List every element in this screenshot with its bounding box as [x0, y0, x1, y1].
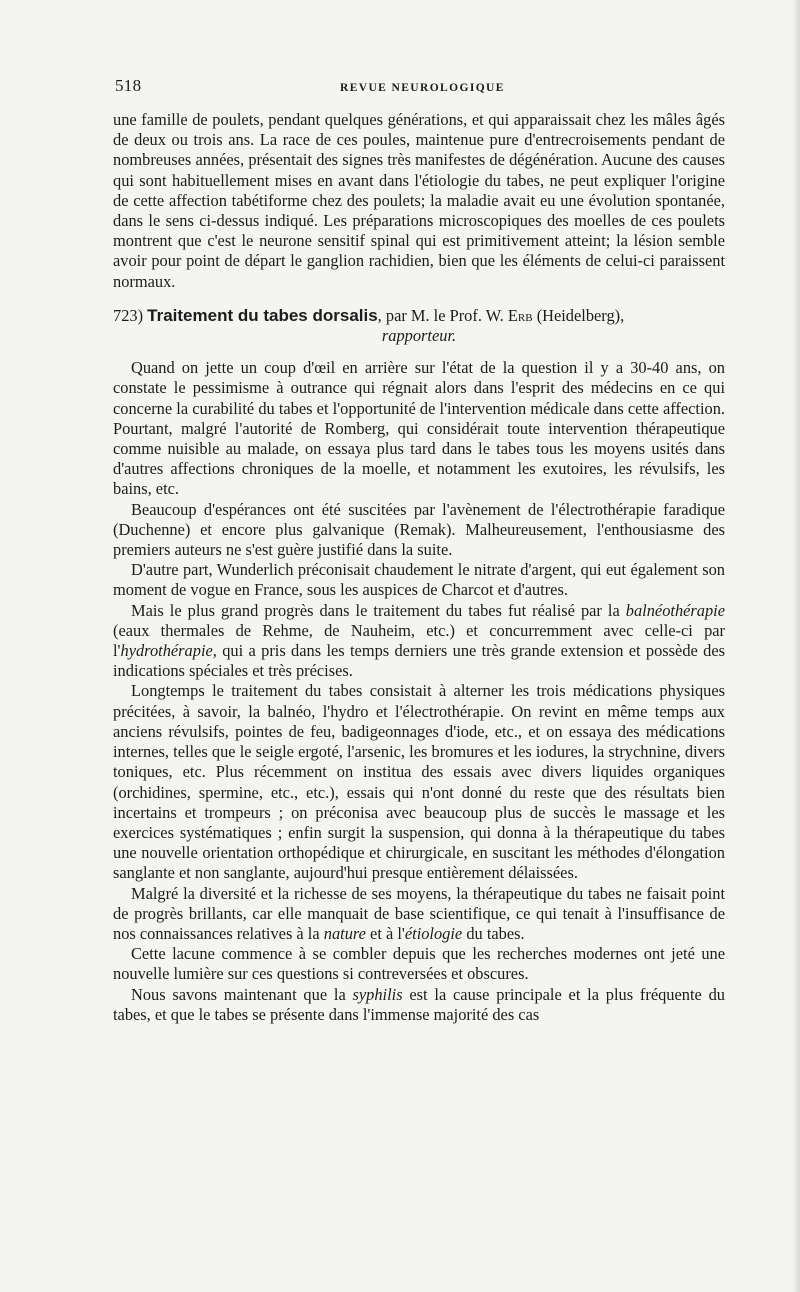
paragraph-4-text-a: Mais le plus grand progrès dans le traitement du tabes fut réalisé par la: [131, 600, 620, 620]
paragraph-4-text-b: (eaux thermales de Rehme, de Nauheim, etc.) et concurremment avec celle-ci par l': [113, 620, 725, 661]
page-body: [113, 110, 725, 1025]
paragraph-4-emphasis-1: balnéothérapie: [625, 600, 726, 620]
paragraph-1: Quand on jette un coup d'œil en arrière sur l'état de la question il y a 30-40 ans, on constate le pessimisme à outrance qui régnait alors dans l'esprit des médecins en ce qui concerne la curabilité du tabes et l'opportunité de l'intervention médicale dans cette affection. Pourtant, malgré l'autorité de Romberg, qui considérait toute intervention thérapeutique comme nuisible au malade, on essaya plus tard dans le tabes tous les moyens usités dans d'autres affections chroniques de la moelle, et notamment les exutoires, les révulsifs, les bains, etc.: [113, 358, 725, 499]
paragraph-6-emphasis-1: nature: [323, 923, 366, 943]
paragraph-4-emphasis-2: hydrothérapie: [120, 641, 213, 661]
paragraph-3: D'autre part, Wunderlich préconisait chaudement le nitrate d'argent, qui eut également son moment de vogue en France, sous les auspices de Charcot et d'autres.: [113, 560, 725, 600]
continuation-paragraph: une famille de poulets, pendant quelques générations, et qui apparaissait chez les mâles âgés de deux ou trois ans. La race de ces poules, maintenue pure d'entrecroisements pendant de nombreuses années, présentait des signes très manifestes de dégénération. Aucune des causes qui sont habituellement mises en avant dans l'étiologie du tabes, ne peut expliquer l'origine de cette affection tabétiforme chez des poulets; la maladie avait eu une évolution spontanée, dans le sens ci-dessus indiqué. Les préparations microscopiques des moelles de ces poulets montrent que c'est le neurone sensitif spinal qui est primitivement atteint; la lésion semble avoir pour point de départ le ganglion rachidien, bien que les éléments de celui-ci paraissent normaux.: [113, 110, 725, 291]
article-author: Erb: [507, 305, 533, 325]
paragraph-4-text-c: , qui a pris dans les temps derniers une très grande extension et possède des indications spéciales et très précises.: [113, 641, 725, 681]
paragraph-6-emphasis-2: étiologie: [404, 923, 463, 943]
paragraph-8: [113, 985, 725, 1025]
article-heading: [113, 306, 725, 326]
paragraph-2: Beaucoup d'espérances ont été suscitées par l'avènement de l'électrothérapie faradique (Duchenne) et encore plus galvanique (Remak). Malheureusement, l'enthousiasme des premiers auteurs ne s'est guère justifié dans la suite.: [113, 499, 725, 560]
paragraph-8-text-b: est la cause principale et la plus fréquente du tabes, et que le tabes se présente dans l'immense majorité des cas: [113, 984, 725, 1024]
scan-edge-shadow: [792, 0, 800, 1292]
page-number: 518: [115, 76, 142, 95]
paragraph-6-text-a: Malgré la diversité et la richesse de ses moyens, la thérapeutique du tabes ne faisait point de progrès brillants, car elle manquait de base scientifique, ce qui tenait à l'insuffisance de nos connaissances relatives à la: [113, 883, 725, 943]
paragraph-8-text-a: Nous savons maintenant que la: [131, 984, 346, 1004]
paragraph-6-text-c: du tabes.: [466, 923, 525, 943]
article-title: Traitement du tabes dorsalis: [147, 305, 378, 325]
article-number: 723): [113, 305, 144, 325]
running-title: REVUE NEUROLOGIQUE: [340, 82, 505, 94]
paragraph-6-text-b: et à l': [370, 923, 405, 943]
article-byline: , par M. le Prof. W.: [377, 305, 504, 325]
paragraph-8-emphasis-1: syphilis: [352, 984, 403, 1004]
article-affiliation: (Heidelberg),: [536, 305, 625, 325]
article-role: rapporteur.: [381, 326, 457, 346]
paragraph-6: [113, 884, 725, 945]
paragraph-7: Cette lacune commence à se combler depuis que les recherches modernes ont jeté une nouvelle lumière sur ces questions si contreversées et obscures.: [113, 944, 725, 984]
page-header: [115, 76, 715, 100]
paragraph-5: Longtemps le traitement du tabes consistait à alterner les trois médications physiques précitées, à savoir, la balnéo, l'hydro et l'électrothérapie. On revint en même temps aux anciens révulsifs, pointes de feu, badigeonnages d'iode, etc., et on essaya des médications internes, telles que le seigle ergoté, l'arsenic, les bromures et les iodures, la strychnine, divers toniques, etc. Plus récemment on institua des essais avec divers liquides organiques (orchidines, spermine, etc., etc.), essais qui n'ont donné du reste que des résultats bien incertains et trompeurs ; on préconisa avec beaucoup plus de succès le massage et les exercices systématiques ; enfin surgit la suspension, qui donna à la thérapeutique du tabes une nouvelle orientation orthopédique et chirurgicale, en suscitant les méthodes d'élongation sanglante et non sanglante, aujourd'hui presque entièrement délaissées.: [113, 681, 725, 883]
paragraph-4: [113, 601, 725, 682]
